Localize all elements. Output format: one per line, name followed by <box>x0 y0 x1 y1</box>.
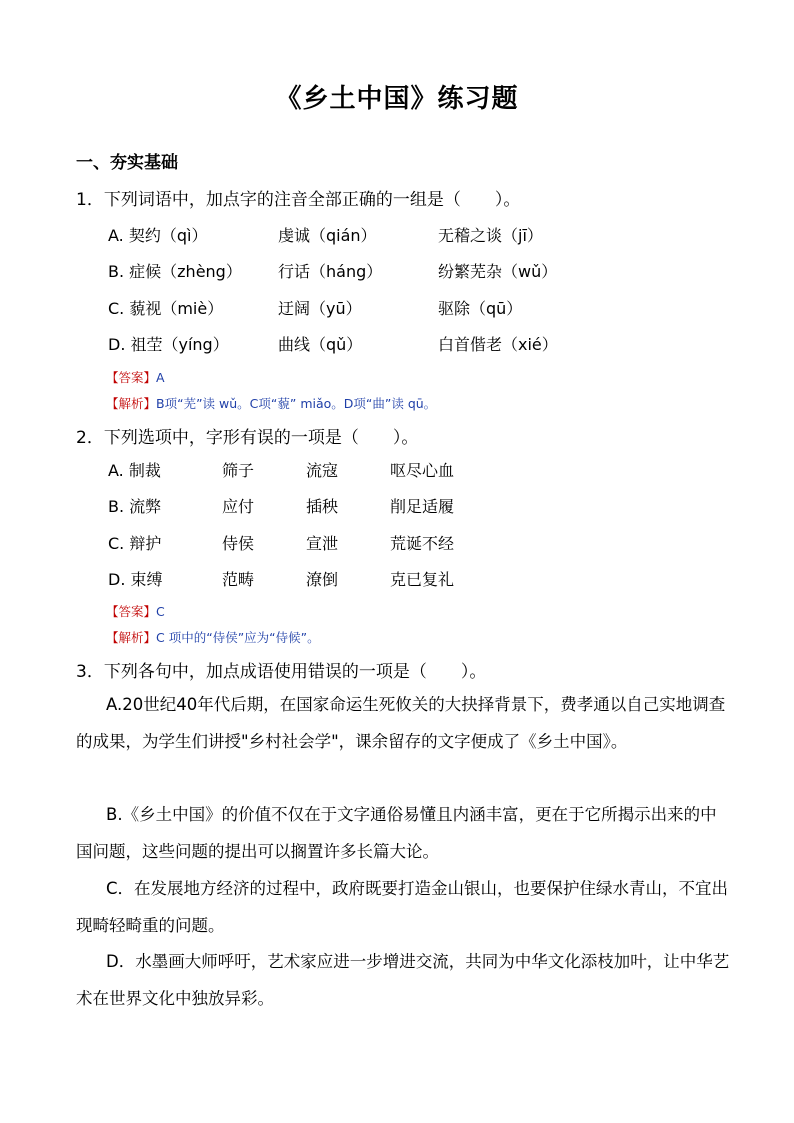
q2-option-cell: 应付 <box>222 497 255 516</box>
explanation-text: B项“芜”读 wǔ。C项“藐” miǎo。D项“曲”读 qū。 <box>156 396 437 411</box>
q2-option-cell: D. 束缚 <box>108 570 163 589</box>
explanation-tag: 【解析】 <box>106 396 157 411</box>
q1-option-cell: 曲线（qǔ） <box>278 335 363 354</box>
question-3-stem: 3．下列各句中，加点成语使用错误的一项是（ ）。 <box>76 662 487 682</box>
answer-value: C <box>156 604 165 619</box>
q2-option-cell: 潦倒 <box>306 570 339 589</box>
q2-option-cell: 荒诞不经 <box>390 534 455 553</box>
answer-tag: 【答案】 <box>106 370 157 385</box>
q1-option-cell: A. 契约（qì） <box>108 226 208 245</box>
q2-answer <box>106 602 165 620</box>
q1-answer <box>106 368 165 386</box>
question-1-stem: 1．下列词语中，加点字的注音全部正确的一组是（ ）。 <box>76 190 521 210</box>
q2-option-cell: 克已复礼 <box>390 570 455 589</box>
q3-option-b: B.《乡土中国》的价值不仅在于文字通俗易懂且内涵丰富，更在于它所揭示出来的中国问题，这些问题的提出可以搁置许多长篇大论。 <box>76 805 717 861</box>
q2-option-cell: 流寇 <box>306 461 339 480</box>
q1-option-cell: C. 藐视（miè） <box>108 299 224 318</box>
q1-option-cell: 迂阔（yū） <box>278 299 362 318</box>
q2-explanation <box>106 628 320 646</box>
answer-value: A <box>156 370 165 385</box>
q1-option-cell: 驱除（qū） <box>438 299 523 318</box>
q2-option-cell: C. 辩护 <box>108 534 162 553</box>
q2-option-cell: 削足适履 <box>390 497 455 516</box>
q3-option-a: A.20世纪40年代后期，在国家命运生死攸关的大抉择背景下，费孝通以自己实地调查的成果，为学生们讲授"乡村社会学"，课余留存的文字便成了《乡土中国》。 <box>76 695 726 751</box>
q1-explanation <box>106 394 436 412</box>
q1-option-cell: 虔诚（qián） <box>278 226 377 245</box>
q2-option-cell: 筛子 <box>222 461 255 480</box>
q2-option-cell: 范畴 <box>222 570 255 589</box>
q1-option-cell: 白首偕老（xié） <box>438 335 558 354</box>
explanation-tag: 【解析】 <box>106 630 157 645</box>
q1-option-cell: 无稽之谈（jī） <box>438 226 543 245</box>
q3-option-c: C．在发展地方经济的过程中，政府既要打造金山银山，也要保护住绿水青山，不宜出现畸轻畸重的问题。 <box>76 879 729 935</box>
q1-option-cell: D. 祖茔（yíng） <box>108 335 229 354</box>
q3-option-d: D．水墨画大师呼吁，艺术家应进一步增进交流，共同为中华文化添枝加叶，让中华艺术在世界文化中独放异彩。 <box>76 952 730 1008</box>
question-2-stem: 2．下列选项中，字形有误的一项是（ ）。 <box>76 428 419 448</box>
q1-option-cell: B. 症候（zhèng） <box>108 262 242 281</box>
q2-option-cell: 插秧 <box>306 497 339 516</box>
q2-option-cell: A. 制裁 <box>108 461 161 480</box>
q1-option-cell: 纷繁芜杂（wǔ） <box>438 262 558 281</box>
section-heading: 一、夯实基础 <box>76 153 178 173</box>
q2-option-cell: 宣泄 <box>306 534 339 553</box>
q2-option-cell: 呕尽心血 <box>390 461 455 480</box>
q2-option-cell: 侍侯 <box>222 534 255 553</box>
explanation-text: C 项中的“侍侯”应为“侍候”。 <box>156 630 320 645</box>
answer-tag: 【答案】 <box>106 604 157 619</box>
page-title: 《乡土中国》练习题 <box>275 84 519 114</box>
q1-option-cell: 行话（háng） <box>278 262 383 281</box>
q2-option-cell: B. 流弊 <box>108 497 162 516</box>
